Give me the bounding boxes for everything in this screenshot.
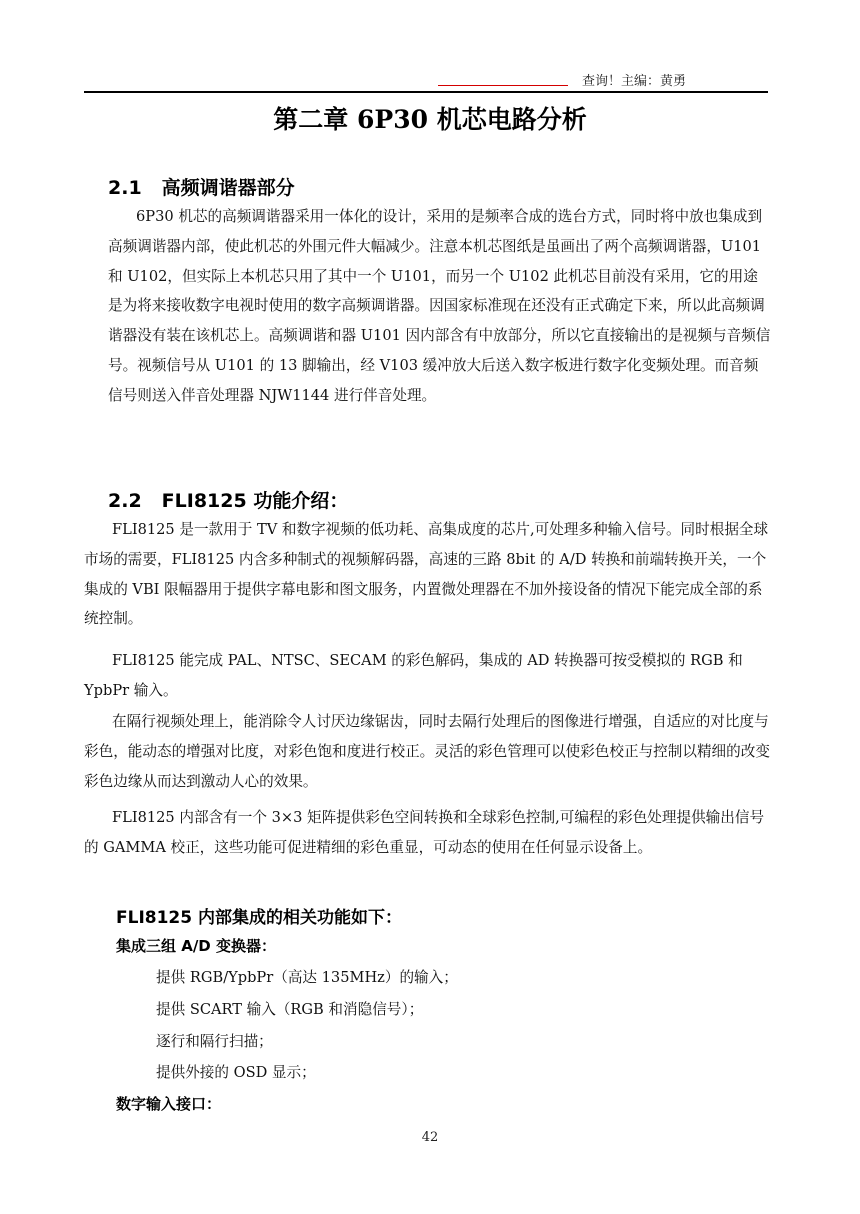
header-red-underline [438, 85, 568, 86]
chapter-title: 第二章 6P30 机芯电路分析 [273, 105, 587, 134]
section-title: 高频调谐器部分 [161, 177, 295, 199]
list-item: 提供外接的 OSD 显示； [156, 1064, 316, 1081]
adc-heading: 集成三组 A/D 变换器： [116, 937, 276, 955]
section-heading-2-2 [108, 486, 348, 513]
paragraph-color-matrix: FLI8125 内部含有一个 3×3 矩阵提供彩色空间转换和全球彩色控制,可编程的彩色处理提供输出信号的 GAMMA 校正，这些功能可促进精细的彩色重显，可动态的使用在任何显示设备上。 [84, 809, 765, 856]
section-number: 2.1 [108, 177, 142, 199]
list-item: 逐行和隔行扫描； [156, 1033, 273, 1050]
running-header: 查询！主编：黄勇 [582, 74, 687, 89]
list-item: 提供 SCART 输入（RGB 和消隐信号）； [156, 1001, 424, 1018]
digital-input-heading: 数字输入接口： [116, 1095, 222, 1113]
section-number: 2.2 [108, 490, 142, 512]
page-number: 42 [421, 1130, 439, 1145]
paragraph-overview: FLI8125 是一款用于 TV 和数字视频的低功耗、高集成度的芯片,可处理多种输入信号。同时根据全球市场的需要，FLI8125 内含多种制式的视频解码器，高速的三路 8bit 的 A/D 转换和前端转换开关，一个集成的 VBI 限幅器用于提供字幕电影和图文服务，内置微处理器在不加外接设备的情况下能完成全部的系统控制。 [84, 521, 769, 628]
features-heading: FLI8125 内部集成的相关功能如下： [116, 908, 403, 928]
list-item: 提供 RGB/YpbPr（高达 135MHz）的输入； [156, 969, 458, 986]
paragraph-decoding: FLI8125 能完成 PAL、NTSC、SECAM 的彩色解码，集成的 AD 转换器可按受模拟的 RGB 和 YpbPr 输入。 [84, 652, 743, 699]
header-rule [84, 91, 768, 93]
section-title: FLI8125 功能介绍： [161, 490, 349, 512]
section-2-1-paragraph: 6P30 机芯的高频调谐器采用一体化的设计，采用的是频率合成的选台方式，同时将中放也集成到高频调谐器内部，使此机芯的外围元件大幅减少。注意本机芯图纸是虽画出了两个高频调谐器，U101 和 U102，但实际上本机芯只用了其中一个 U101，而另一个 U102 此机芯目前没有采用，它的用途是为将来接收数字电视时使用的数字高频调谐器。因国家标准现在还没有正式确定下来，所以此高频调谐器没有装在该机芯上。高频调谐和器 U101 因内部含有中放部分，所以它直接输出的是视频与音频信号。视频信号从 U101 的 13 脚输出，经 V103 缓冲放大后送入数字板进行数字化变频处理。而音频信号则送入伴音处理器 NJW1144 进行伴音处理。 [108, 208, 771, 404]
paragraph-deinterlace: 在隔行视频处理上，能消除令人讨厌边缘锯齿，同时去隔行处理后的图像进行增强，自适应的对比度与彩色，能动态的增强对比度，对彩色饱和度进行校正。灵活的彩色管理可以使彩色校正与控制以精细的改变彩色边缘从而达到激动人心的效果。 [84, 713, 770, 790]
section-heading-2-1 [108, 173, 295, 200]
